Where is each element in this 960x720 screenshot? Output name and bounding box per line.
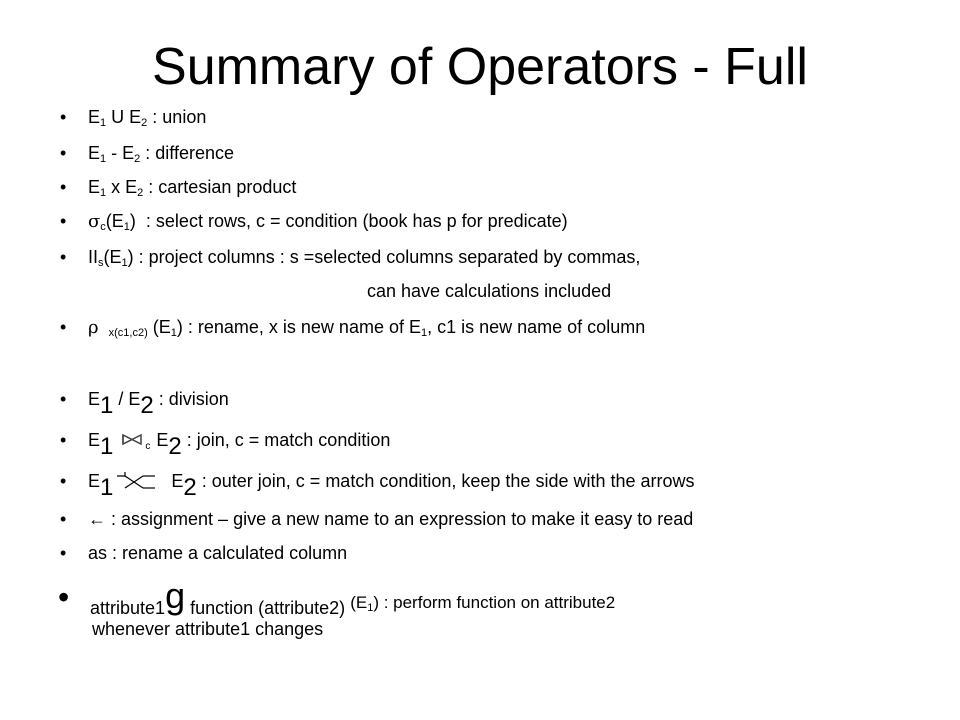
slide-title: Summary of Operators - Full [152,38,808,96]
item-rename: ρ $_{x(c1,c2)}$ $(E_1)$ : rename, x is new name of $E_1$, c1 is new name of column [88,317,646,339]
bullet-icon: • [60,177,67,197]
item-cartesian-product: $E_1$ x $E_2$ : cartesian product [88,177,297,199]
item-project: $II_s(E_1)$ : project columns : s =selected columns separated by commas, [88,247,641,269]
item-join: E1 $_c$ E2 : join, c = match condition [88,430,391,460]
bullet-icon: • [60,471,67,491]
sigma-icon: σ [88,211,101,232]
bullet-icon: • [60,143,67,163]
bullet-icon: • [60,247,67,267]
join-bowtie-icon [121,432,145,450]
gamma-g-icon: g [165,575,186,616]
bullet-icon: • [60,389,67,409]
bullet-icon: • [60,430,67,450]
rho-icon: ρ [88,317,99,338]
item-outer-join: E1 E2 : outer join, c = match condition, keep the side with the arrows [88,471,695,501]
item-union: $E_1$ U $E_2$ : union [88,107,207,129]
outer-join-icon [115,470,167,490]
bullet-icon: • [60,107,67,127]
item-aggregate: attribute1g function (attribute2) $(E_1)$ : perform function on attribute2 [90,575,616,618]
item-assignment: ← : assignment – give a new name to an expression to make it easy to read [88,509,694,529]
item-aggregate-continuation: whenever attribute1 changes [92,619,324,639]
bullet-icon: • [60,509,67,529]
item-difference: $E_1 - E_2$ : difference [88,143,235,165]
pi-icon: II [88,247,99,267]
bullet-icon: • [60,317,67,337]
item-select: $\sigma_c(E_1)$ : select rows, c = condition (book has p for predicate) [88,211,568,233]
bullet-icon: • [60,211,67,231]
item-project-continuation: can have calculations included [367,281,612,301]
left-arrow-icon: ← [88,509,106,529]
bullet-icon: • [58,579,70,615]
item-as-rename: as : rename a calculated column [88,543,348,563]
item-division: E1 / E2 : division [88,389,229,419]
bullet-icon: • [60,543,67,563]
